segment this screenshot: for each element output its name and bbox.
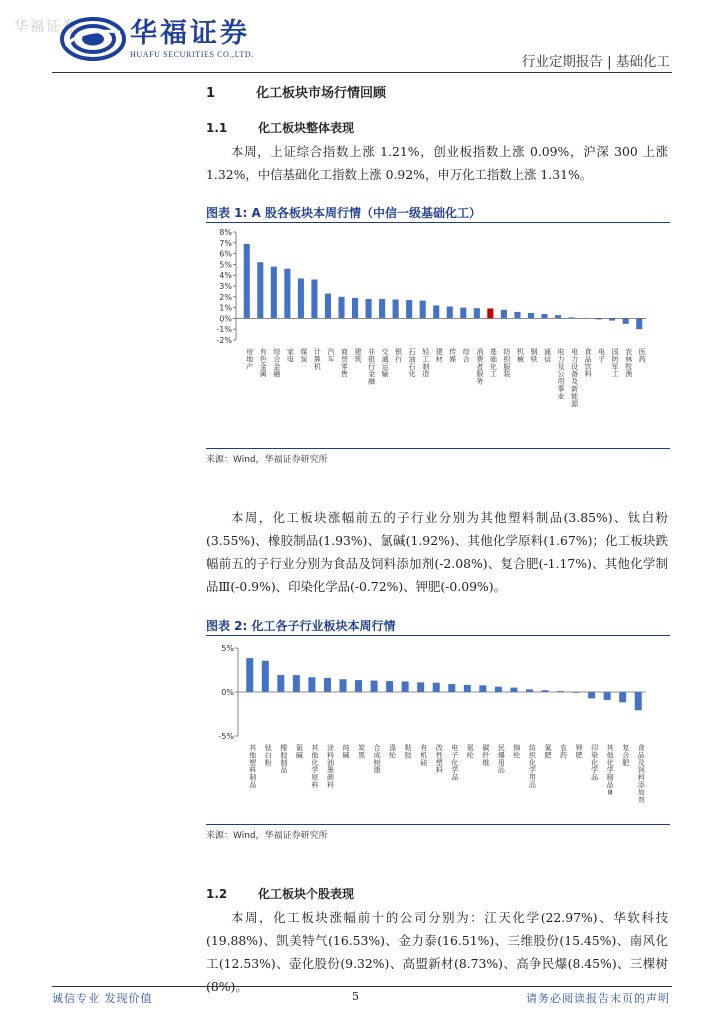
bar-计算机 — [311, 280, 317, 319]
bar-锦纶 — [510, 688, 517, 692]
section-1-2-heading — [206, 885, 354, 902]
category-label: 电子 — [598, 348, 606, 364]
category-label: 有机硅 — [420, 744, 428, 767]
category-label: 民爆用品 — [497, 744, 505, 775]
bar-电力及公用事业 — [555, 315, 561, 318]
y-tick-label: -5% — [218, 732, 234, 741]
bar-民爆用品 — [495, 687, 502, 692]
bar-粘胶 — [402, 681, 409, 692]
logo-swirl-icon — [60, 16, 126, 62]
bar-商贸零售 — [338, 297, 344, 319]
section-1-1-number: 1.1 — [206, 121, 228, 135]
bar-食品及饲料添加剂 — [635, 692, 642, 710]
category-label: 钛白粉 — [264, 744, 272, 767]
bar-石油石化 — [406, 300, 412, 318]
category-label: 有色金属 — [259, 348, 267, 379]
bar-氨纶 — [464, 685, 471, 692]
y-tick-label: 0% — [221, 688, 234, 697]
bar-传媒 — [447, 307, 453, 319]
bar-复合肥 — [619, 692, 626, 702]
y-tick-label: 4% — [219, 271, 232, 281]
figure-2-top-rule — [206, 635, 670, 636]
paragraph-stock-performance: 本周，化工板块涨幅前十的公司分别为：江天化学(22.97%)、华软科技(19.88%)、凯美特气(16.53%)、金力泰(16.51%)、三维股份(15.45%)、南风化工(12.53%)、壶化股份(9.32%)、高盟新材(8.73%)、高争民爆(8.45%)、三棵树(8%)。 — [206, 910, 668, 994]
bar-印染化学品 — [588, 692, 595, 698]
y-tick-label: -2% — [216, 336, 232, 345]
category-label: 计算机 — [313, 348, 321, 371]
bar-纯碱 — [340, 679, 347, 692]
category-label: 涂料油墨颜料 — [326, 744, 334, 789]
logo-english-name: HUAFU SECURITIES CO.,LTD. — [130, 50, 254, 59]
category-label: 氯碱 — [295, 744, 303, 760]
category-label: 印染化学品 — [591, 744, 599, 782]
section-1-number: 1 — [206, 86, 216, 101]
bar-轻工制造 — [420, 301, 426, 319]
bar-农药 — [557, 691, 564, 692]
bar-机械 — [514, 312, 520, 318]
y-tick-label: 2% — [219, 292, 232, 302]
category-label: 炭黑 — [358, 744, 366, 760]
category-label: 氨纶 — [466, 744, 474, 760]
category-label: 电力及公用事业 — [557, 348, 565, 401]
section-1-1-title: 化工板块整体表现 — [258, 121, 355, 135]
bar-银行 — [393, 300, 399, 319]
y-tick-label: 3% — [219, 282, 232, 291]
bar-纺织化学用品 — [526, 689, 533, 692]
category-label: 汽车 — [327, 348, 335, 364]
figure-2-bottom-rule — [206, 824, 670, 825]
y-tick-label: 0% — [219, 314, 232, 324]
section-1-2-number: 1.2 — [206, 887, 228, 901]
footer-disclaimer: 请务必阅读报告末页的声明 — [526, 992, 670, 1005]
bar-钾肥 — [573, 692, 580, 693]
logo-chinese-name: 华福证券 — [130, 18, 250, 49]
footer-divider — [52, 986, 672, 987]
header-divider — [52, 72, 672, 73]
y-tick-label: 1% — [219, 303, 232, 313]
bar-钢铁 — [528, 313, 534, 318]
category-label: 农林牧渔 — [625, 348, 633, 379]
section-1-1-heading — [206, 119, 354, 136]
bar-家电 — [284, 269, 290, 319]
category-label: 国防军工 — [611, 348, 619, 379]
category-label: 非银行金融 — [368, 348, 376, 386]
category-label: 纺织化学用品 — [528, 744, 536, 789]
category-label: 其他塑料制品 — [249, 744, 257, 789]
y-tick-label: 5% — [221, 644, 234, 653]
category-label: 其他化学原料 — [311, 744, 319, 789]
page-number: 5 — [352, 990, 359, 1003]
bar-综合 — [460, 308, 466, 319]
bar-建材 — [433, 305, 439, 318]
subindustry-bar-chart — [206, 638, 670, 824]
category-label: 交通运输 — [381, 348, 389, 379]
category-label: 食品饮料 — [584, 348, 592, 379]
bar-钛白粉 — [262, 661, 269, 692]
watermark: 华福证券 — [14, 19, 78, 35]
sector-bar-chart — [206, 226, 670, 448]
category-label: 其他化学制品 Ⅲ — [606, 744, 614, 797]
footer-slogan: 诚信专业 发现价值 — [52, 992, 153, 1005]
category-label: 综合 — [462, 348, 470, 364]
category-label: 纺织服装 — [503, 348, 511, 379]
bar-有机硅 — [417, 682, 424, 692]
category-label: 合成树脂 — [373, 744, 381, 775]
bar-非银行金融 — [366, 299, 372, 318]
bar-建筑 — [352, 298, 358, 319]
bar-其他化学制品Ⅲ — [604, 692, 611, 700]
bar-电子 — [596, 318, 602, 319]
bar-消费者服务 — [474, 308, 480, 318]
category-label: 综合金融 — [273, 348, 281, 379]
figure-1-source: 来源：Wind，华福证券研究所 — [206, 455, 328, 465]
figure-2-title: 图表 2: 化工各子行业板块本周行情 — [206, 619, 396, 633]
bar-农林牧渔 — [623, 318, 629, 323]
bar-通信 — [541, 314, 547, 318]
category-label: 复合肥 — [622, 744, 630, 767]
bar-国防军工 — [609, 318, 615, 320]
figure-1-top-rule — [206, 222, 670, 223]
category-label: 锦纶 — [513, 744, 521, 760]
bar-氮肥 — [542, 690, 549, 692]
bar-涤纶 — [386, 681, 393, 692]
category-label: 医药 — [638, 348, 646, 364]
category-label: 煤炭 — [300, 348, 308, 364]
figure-1-bottom-rule — [206, 448, 670, 449]
bar-炭黑 — [355, 680, 362, 692]
category-label: 橡胶制品 — [280, 744, 288, 775]
bar-橡胶制品 — [277, 675, 284, 692]
category-label: 石油石化 — [408, 348, 416, 379]
category-label: 建材 — [435, 348, 443, 364]
figure-1-title: 图表 1: A 股各板块本周行情（中信一级基础化工） — [206, 206, 481, 220]
bar-纺织服装 — [501, 310, 507, 319]
category-label: 电子化学品 — [451, 744, 459, 782]
category-label: 粘胶 — [404, 744, 412, 760]
category-label: 碳纤维 — [482, 744, 490, 767]
category-label: 家电 — [286, 348, 294, 364]
category-label: 涤纶 — [389, 744, 397, 760]
bar-综合金融 — [271, 267, 277, 319]
category-label: 机械 — [516, 348, 524, 364]
report-type: 行业定期报告 | 基础化工 — [521, 54, 670, 70]
section-1-heading — [206, 82, 386, 101]
y-tick-label: 7% — [219, 238, 232, 248]
y-tick-label: 5% — [219, 260, 232, 270]
category-label: 电力设备及新能源 — [571, 348, 579, 408]
category-label: 商贸零售 — [341, 348, 348, 379]
y-tick-label: -1% — [216, 325, 232, 335]
category-label: 基础化工 — [489, 348, 497, 379]
bar-医药 — [636, 318, 642, 329]
bar-改性塑料 — [433, 683, 440, 692]
category-label: 房地产 — [246, 348, 254, 371]
bar-房地产 — [244, 244, 250, 319]
category-label: 传媒 — [449, 348, 457, 364]
category-label: 氮肥 — [544, 744, 552, 760]
y-tick-label: 8% — [219, 228, 232, 237]
bar-有色金属 — [257, 262, 263, 318]
category-label: 轻工制造 — [422, 348, 430, 379]
category-label: 改性塑料 — [435, 744, 443, 775]
category-label: 建筑 — [354, 348, 362, 364]
category-label: 食品及饲料添加剂 — [637, 744, 645, 804]
paragraph-index-performance: 本周，上证综合指数上涨 1.21%，创业板指数上涨 0.09%，沪深 300 上涨 1.32%，中信基础化工指数上涨 0.92%，申万化工指数上涨 1.31%。 — [206, 144, 668, 182]
bar-其他塑料制品 — [246, 658, 253, 692]
bar-合成树脂 — [371, 681, 378, 692]
section-1-2-title: 化工板块个股表现 — [258, 887, 355, 901]
bar-电力设备及新能源 — [569, 317, 575, 318]
bar-汽车 — [325, 294, 331, 319]
bar-涂料油墨颜料 — [324, 678, 331, 692]
company-logo — [60, 16, 254, 62]
figure-2-source: 来源：Wind，华福证券研究所 — [206, 831, 328, 841]
category-label: 农药 — [560, 744, 568, 760]
paragraph-subindustry-performance: 本周，化工板块涨幅前五的子行业分别为其他塑料制品(3.85%)、钛白粉(3.55%)、橡胶制品(1.93%)、氯碱(1.92%)、其他化学原料(1.67%)；化工板块跌幅前五的子行业分别为食品及饲料添加剂(-2.08%)、复合肥(-1.17%)、其他化学制品Ⅲ(-0.9%)、印染化学品(-0.72%)、钾肥(-0.09%)。 — [206, 510, 668, 594]
y-tick-label: 6% — [219, 249, 232, 259]
bar-碳纤维 — [479, 685, 486, 692]
section-1-title: 化工板块市场行情回顾 — [256, 86, 387, 101]
category-label: 消费者服务 — [476, 348, 484, 386]
category-label: 银行 — [395, 348, 403, 364]
bar-电子化学品 — [448, 684, 455, 692]
category-label: 纯碱 — [342, 744, 350, 760]
bar-煤炭 — [298, 278, 304, 318]
category-label: 通信 — [544, 348, 551, 364]
bar-交通运输 — [379, 299, 385, 318]
category-label: 钢铁 — [530, 348, 538, 364]
bar-基础化工 — [487, 308, 493, 318]
bar-其他化学原料 — [308, 677, 315, 692]
bar-食品饮料 — [582, 318, 588, 319]
category-label: 钾肥 — [575, 744, 583, 760]
bar-氯碱 — [293, 675, 300, 692]
